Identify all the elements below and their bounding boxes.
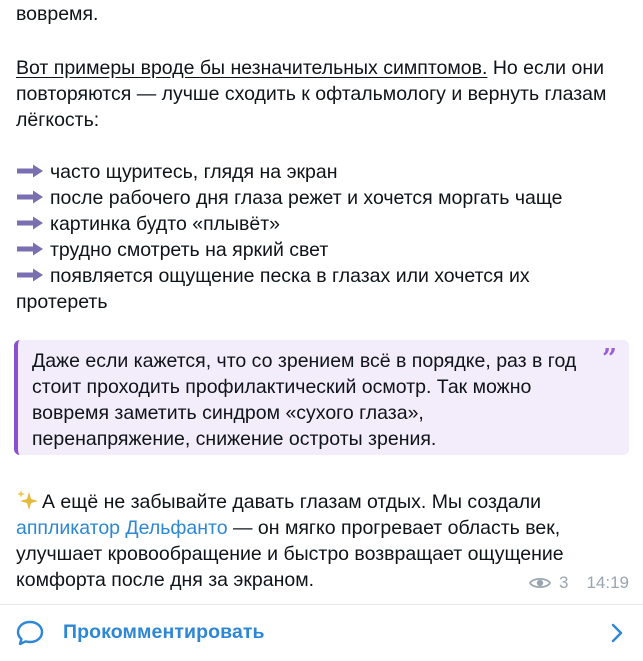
arrow-right-icon: [16, 268, 44, 282]
quote-line: стоит проходить профилактический осмотр. Так можно: [32, 376, 532, 398]
arrow-right-icon: [16, 242, 44, 256]
chevron-right-icon: [611, 623, 623, 643]
symptom-continuation: протереть: [16, 291, 108, 313]
symptom-item: [16, 263, 530, 289]
post-time: 14:19: [586, 573, 629, 592]
quote-line: вовремя заметить синдром «сухого глаза»,: [32, 402, 424, 424]
symptom-item: [16, 211, 280, 237]
intro-underlined-text: Вот примеры вроде бы незначительных симптомов.: [16, 57, 488, 79]
outro-line: [16, 489, 541, 515]
sparkles-icon: [16, 489, 40, 511]
symptom-text: трудно смотреть на яркий свет: [50, 239, 329, 261]
intro-text: Но если они: [487, 57, 604, 79]
symptom-text: после рабочего дня глаза режет и хочется моргать чаще: [50, 187, 563, 209]
post-meta: [529, 573, 629, 593]
outro-line-2: [16, 515, 560, 541]
comment-label: Прокомментировать: [63, 621, 265, 643]
arrow-right-icon: [16, 164, 44, 178]
symptom-item: [16, 159, 338, 185]
eye-icon: [529, 576, 551, 590]
symptom-item: [16, 185, 563, 211]
comment-button[interactable]: [0, 605, 643, 661]
symptom-item: [16, 237, 328, 263]
quote-line: перенапряжение, снижение остроты зрения.: [32, 428, 437, 450]
view-count: 3: [558, 573, 569, 592]
arrow-right-icon: [16, 190, 44, 204]
symptom-text: появляется ощущение песка в глазах или хочется их: [50, 265, 530, 287]
post-intro-line-2: повторяются — лучше сходить к офтальмологу и вернуть глазам: [16, 83, 607, 105]
symptom-text: часто щуритесь, глядя на экран: [50, 161, 338, 183]
post-intro-line-3: лёгкость:: [16, 109, 100, 131]
outro-text: А ещё не забывайте давать глазам отдых. Мы создали: [42, 491, 541, 513]
outro-text: — он мягко прогревает область век,: [227, 517, 561, 539]
quote-line: Даже если кажется, что со зрением всё в порядке, раз в год: [32, 350, 577, 372]
outro-line-3: улучшает кровообращение и быстро возвращает ощущение: [16, 543, 564, 565]
blockquote: [14, 340, 629, 455]
post-intro-line: [16, 55, 604, 81]
quote-icon: ”: [602, 344, 617, 374]
symptom-text: картинка будто «плывёт»: [50, 213, 281, 235]
outro-line-4: комфорта после дня за экраном.: [16, 569, 315, 591]
arrow-right-icon: [16, 216, 44, 230]
post-text-line: вовремя.: [16, 3, 99, 25]
product-link[interactable]: аппликатор Дельфанто: [16, 517, 228, 539]
comment-bubble-icon: [16, 620, 44, 646]
